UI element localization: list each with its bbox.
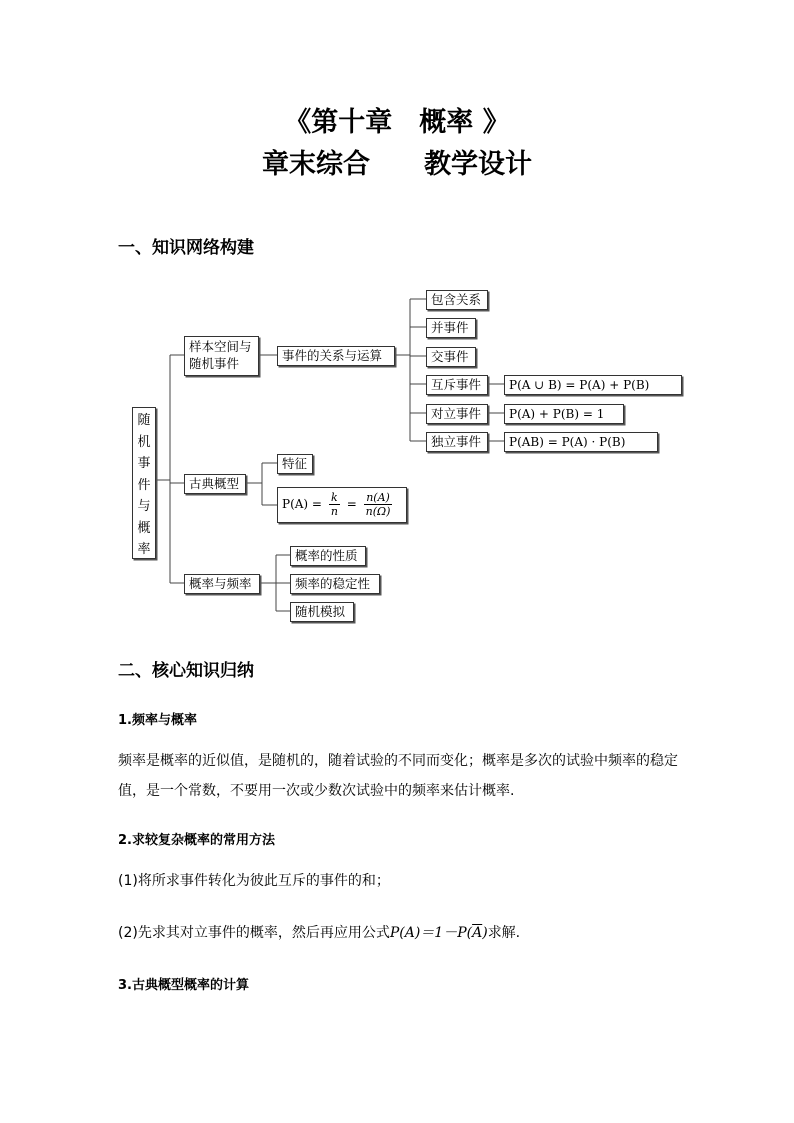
item2-title: 2.求较复杂概率的常用方法 [118, 833, 275, 848]
formula-mutually-exclusive: P(A ∪ B) = P(A) + P(B) [504, 375, 682, 395]
fraction-k-over-n [329, 491, 340, 518]
leaf-inclusion: 包含关系 [426, 290, 488, 310]
leaf-intersection-event: 交事件 [426, 347, 476, 367]
leaf-mutually-exclusive: 互斥事件 [426, 375, 488, 395]
item1-text: 频率是概率的近似值，是随机的，随着试验的不同而变化；概率是多次的试验中频率的稳定值，是一个常数，不要用一次或少数次试验中的频率来估计概率. [118, 753, 678, 799]
section-heading-knowledge-network: 一、知识网络构建 [118, 238, 254, 258]
leaf-random-simulation: 随机模拟 [290, 602, 354, 622]
formula-equals: = [346, 497, 357, 511]
item2-line2-suffix: 求解. [487, 925, 521, 941]
item2-formula [390, 925, 488, 941]
fraction-numerator: k [329, 491, 340, 505]
formula-independent: P(AB) = P(A) · P(B) [504, 432, 658, 452]
fraction-denominator: n(Ω) [365, 505, 391, 518]
item2-line1: (1)将所求事件转化为彼此互斥的事件的和； [118, 873, 390, 889]
branch-sample-space-line2: 随机事件 [189, 356, 240, 371]
root-char: 率 [137, 542, 151, 557]
branch-sample-space-line1: 样本空间与 [189, 339, 252, 354]
formula-classical-probability [277, 487, 407, 523]
branch-sample-space-box [184, 336, 259, 376]
branch-probability-frequency: 概率与频率 [184, 574, 260, 594]
diagram-root-box [132, 407, 156, 559]
item2-formula-rhs: ) [482, 925, 488, 941]
root-char: 事 [137, 456, 151, 471]
root-char: 与 [137, 499, 151, 514]
leaf-characteristics: 特征 [277, 454, 313, 474]
fraction-denominator: n [330, 505, 338, 518]
formula-prefix: P(A) = [282, 497, 322, 511]
leaf-frequency-stability: 频率的稳定性 [290, 574, 380, 594]
formula-complementary: P(A) + P(B) = 1 [504, 404, 624, 424]
item1-title: 1.频率与概率 [118, 713, 197, 728]
fraction-numerator: n(A) [364, 491, 393, 505]
root-char: 概 [137, 520, 151, 536]
leaf-probability-properties: 概率的性质 [290, 546, 366, 566]
leaf-complementary: 对立事件 [426, 404, 488, 424]
branch-classical-model: 古典概型 [184, 474, 246, 494]
document-title-line1: 《第十章 概率 》 [284, 107, 510, 138]
item3-title: 3.古典概型概率的计算 [118, 978, 249, 993]
fraction-nA-over-nOmega [364, 491, 393, 518]
root-char: 机 [137, 434, 151, 450]
section-heading-core-knowledge: 二、核心知识归纳 [118, 661, 254, 681]
root-char: 件 [137, 477, 151, 493]
item2-line2 [118, 918, 688, 948]
item2-line2-prefix: (2)先求其对立事件的概率，然后再应用公式 [118, 925, 390, 941]
root-char: 随 [137, 413, 151, 428]
document-title-line2: 章末综合 教学设计 [262, 149, 532, 180]
item2-formula-complement: $\overline{A}$ [472, 925, 483, 941]
leaf-union-event: 并事件 [426, 318, 476, 338]
item2-formula-lhs: P(A)＝1－P( [389, 925, 473, 941]
node-event-relations: 事件的关系与运算 [277, 346, 395, 366]
leaf-independent: 独立事件 [426, 432, 488, 452]
